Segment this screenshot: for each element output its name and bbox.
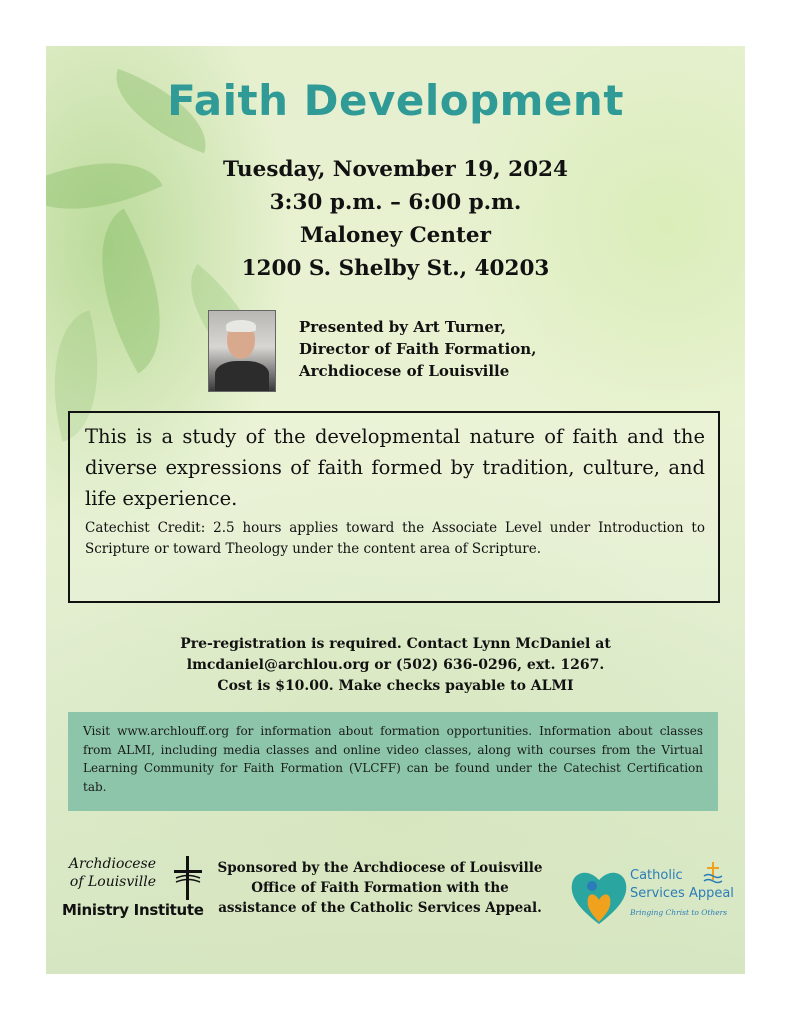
heart-hands-icon bbox=[570, 864, 628, 926]
description-text: This is a study of the developmental nature of faith and the diverse expressions of faith formed by tradition, culture, and life experience. bbox=[85, 425, 705, 510]
event-venue: Maloney Center bbox=[300, 223, 491, 248]
sponsor-text bbox=[206, 858, 554, 918]
cross-waves-icon bbox=[703, 862, 723, 888]
registration-info bbox=[46, 634, 745, 697]
csa-logo-line2: Services Appeal bbox=[630, 886, 734, 901]
presenter-photo bbox=[208, 310, 276, 392]
registration-line: Pre-registration is required. Contact Lynn McDaniel at bbox=[180, 636, 611, 652]
sponsor-line: Sponsored by the Archdiocese of Louisville bbox=[217, 860, 543, 876]
presenter-org: Archdiocese of Louisville bbox=[299, 362, 510, 380]
almi-logo-line3: Ministry Institute bbox=[62, 901, 204, 919]
sponsor-line: assistance of the Catholic Services Appeal. bbox=[218, 900, 542, 916]
flyer bbox=[46, 46, 745, 974]
event-address: 1200 S. Shelby St., 40203 bbox=[241, 256, 550, 281]
csa-logo-line1: Catholic bbox=[630, 868, 683, 883]
info-box bbox=[68, 712, 718, 811]
registration-cost: Cost is $10.00. Make checks payable to ALMI bbox=[217, 678, 574, 694]
page-title: Faith Development bbox=[167, 76, 624, 125]
presenter-info bbox=[299, 316, 536, 382]
almi-logo-line1: Archdiocese bbox=[68, 856, 156, 872]
info-text: Visit www.archlouff.org for information about formation opportunities. Information about classes from ALMI, including media classes and online video classes, along with courses from the Virtual Learning Community for Faith Formation (VLCFF) can be found under the Catechist Certification tab. bbox=[83, 724, 703, 794]
description-box bbox=[68, 411, 720, 603]
csa-tagline: Bringing Christ to Others bbox=[630, 908, 728, 917]
almi-logo bbox=[56, 854, 206, 924]
sponsor-line: Office of Faith Formation with the bbox=[251, 880, 509, 896]
cross-icon bbox=[172, 856, 204, 900]
event-info bbox=[46, 153, 745, 285]
almi-logo-line2: of Louisville bbox=[69, 874, 156, 890]
csa-logo bbox=[570, 864, 740, 934]
event-date: Tuesday, November 19, 2024 bbox=[223, 157, 568, 182]
event-time: 3:30 p.m. – 6:00 p.m. bbox=[269, 190, 522, 215]
presenter-role: Director of Faith Formation, bbox=[299, 340, 537, 358]
registration-contact: lmcdaniel@archlou.org or (502) 636-0296, ext. 1267. bbox=[186, 657, 605, 673]
catechist-credit: Catechist Credit: 2.5 hours applies toward the Associate Level under Introduction to Scripture or toward Theology under the content area of Scripture. bbox=[85, 520, 705, 557]
presenter-name: Presented by Art Turner, bbox=[299, 318, 506, 336]
